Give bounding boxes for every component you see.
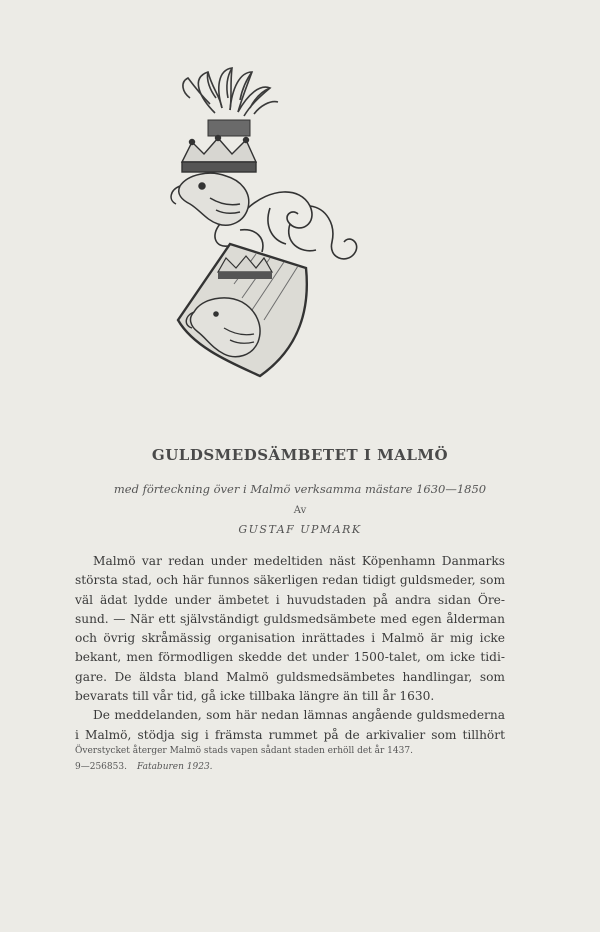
griffin-head-icon [171, 173, 249, 225]
crown-icon [182, 136, 256, 173]
body-line: Malmö var redan under medeltiden näst Köpenhamn Danmarks [93, 554, 505, 568]
body-line: väl ädat lydde under ämbetet i huvudstaden på andra sidan Öre- [75, 592, 505, 607]
body-line: bekant, men förmodligen skedde det under 1500-talet, om icke tidi- [75, 650, 505, 665]
body-line: De meddelanden, som här nedan lämnas angående guldsmederna [93, 708, 505, 723]
body-line: och övrig skråmässig organisation inrättades i Malmö är mig icke [75, 631, 505, 646]
byline-label: Av [293, 505, 307, 516]
document-title: GULDSMEDSÄMBETET I MALMÖ [151, 446, 449, 464]
document-subtitle: med förteckning över i Malmö verksamma mästare 1630—1850 [113, 482, 487, 496]
print-signature [75, 762, 213, 772]
signature-number: 9—256853. [75, 762, 127, 772]
crest-band-icon [208, 120, 250, 136]
body-line: sund. — När ett självständigt guldsmedsämbete med egen ålderman [75, 611, 505, 626]
body-line: i Malmö, stödja sig i främsta rummet på de arkivalier som tillhört [75, 727, 505, 742]
publication-name: Fataburen 1923. [136, 762, 213, 772]
feather-crest-icon [183, 68, 278, 116]
body-line: bevarats till vår tid, gå icke tillbaka längre än till år 1630. [75, 689, 435, 704]
author-name: GUSTAF UPMARK [238, 523, 362, 536]
body-line: gare. De äldsta bland Malmö guldsmedsämbetes handlingar, som [75, 669, 505, 684]
coat-of-arms-emblem [160, 58, 390, 388]
body-paragraphs [75, 552, 505, 745]
footnote: Överstycket återger Malmö stads vapen sådant staden erhöll det år 1437. [75, 746, 413, 756]
body-line: största stad, och här funnos säkerligen redan tidigt guldsmeder, som [75, 573, 505, 588]
shield-icon [178, 244, 307, 376]
